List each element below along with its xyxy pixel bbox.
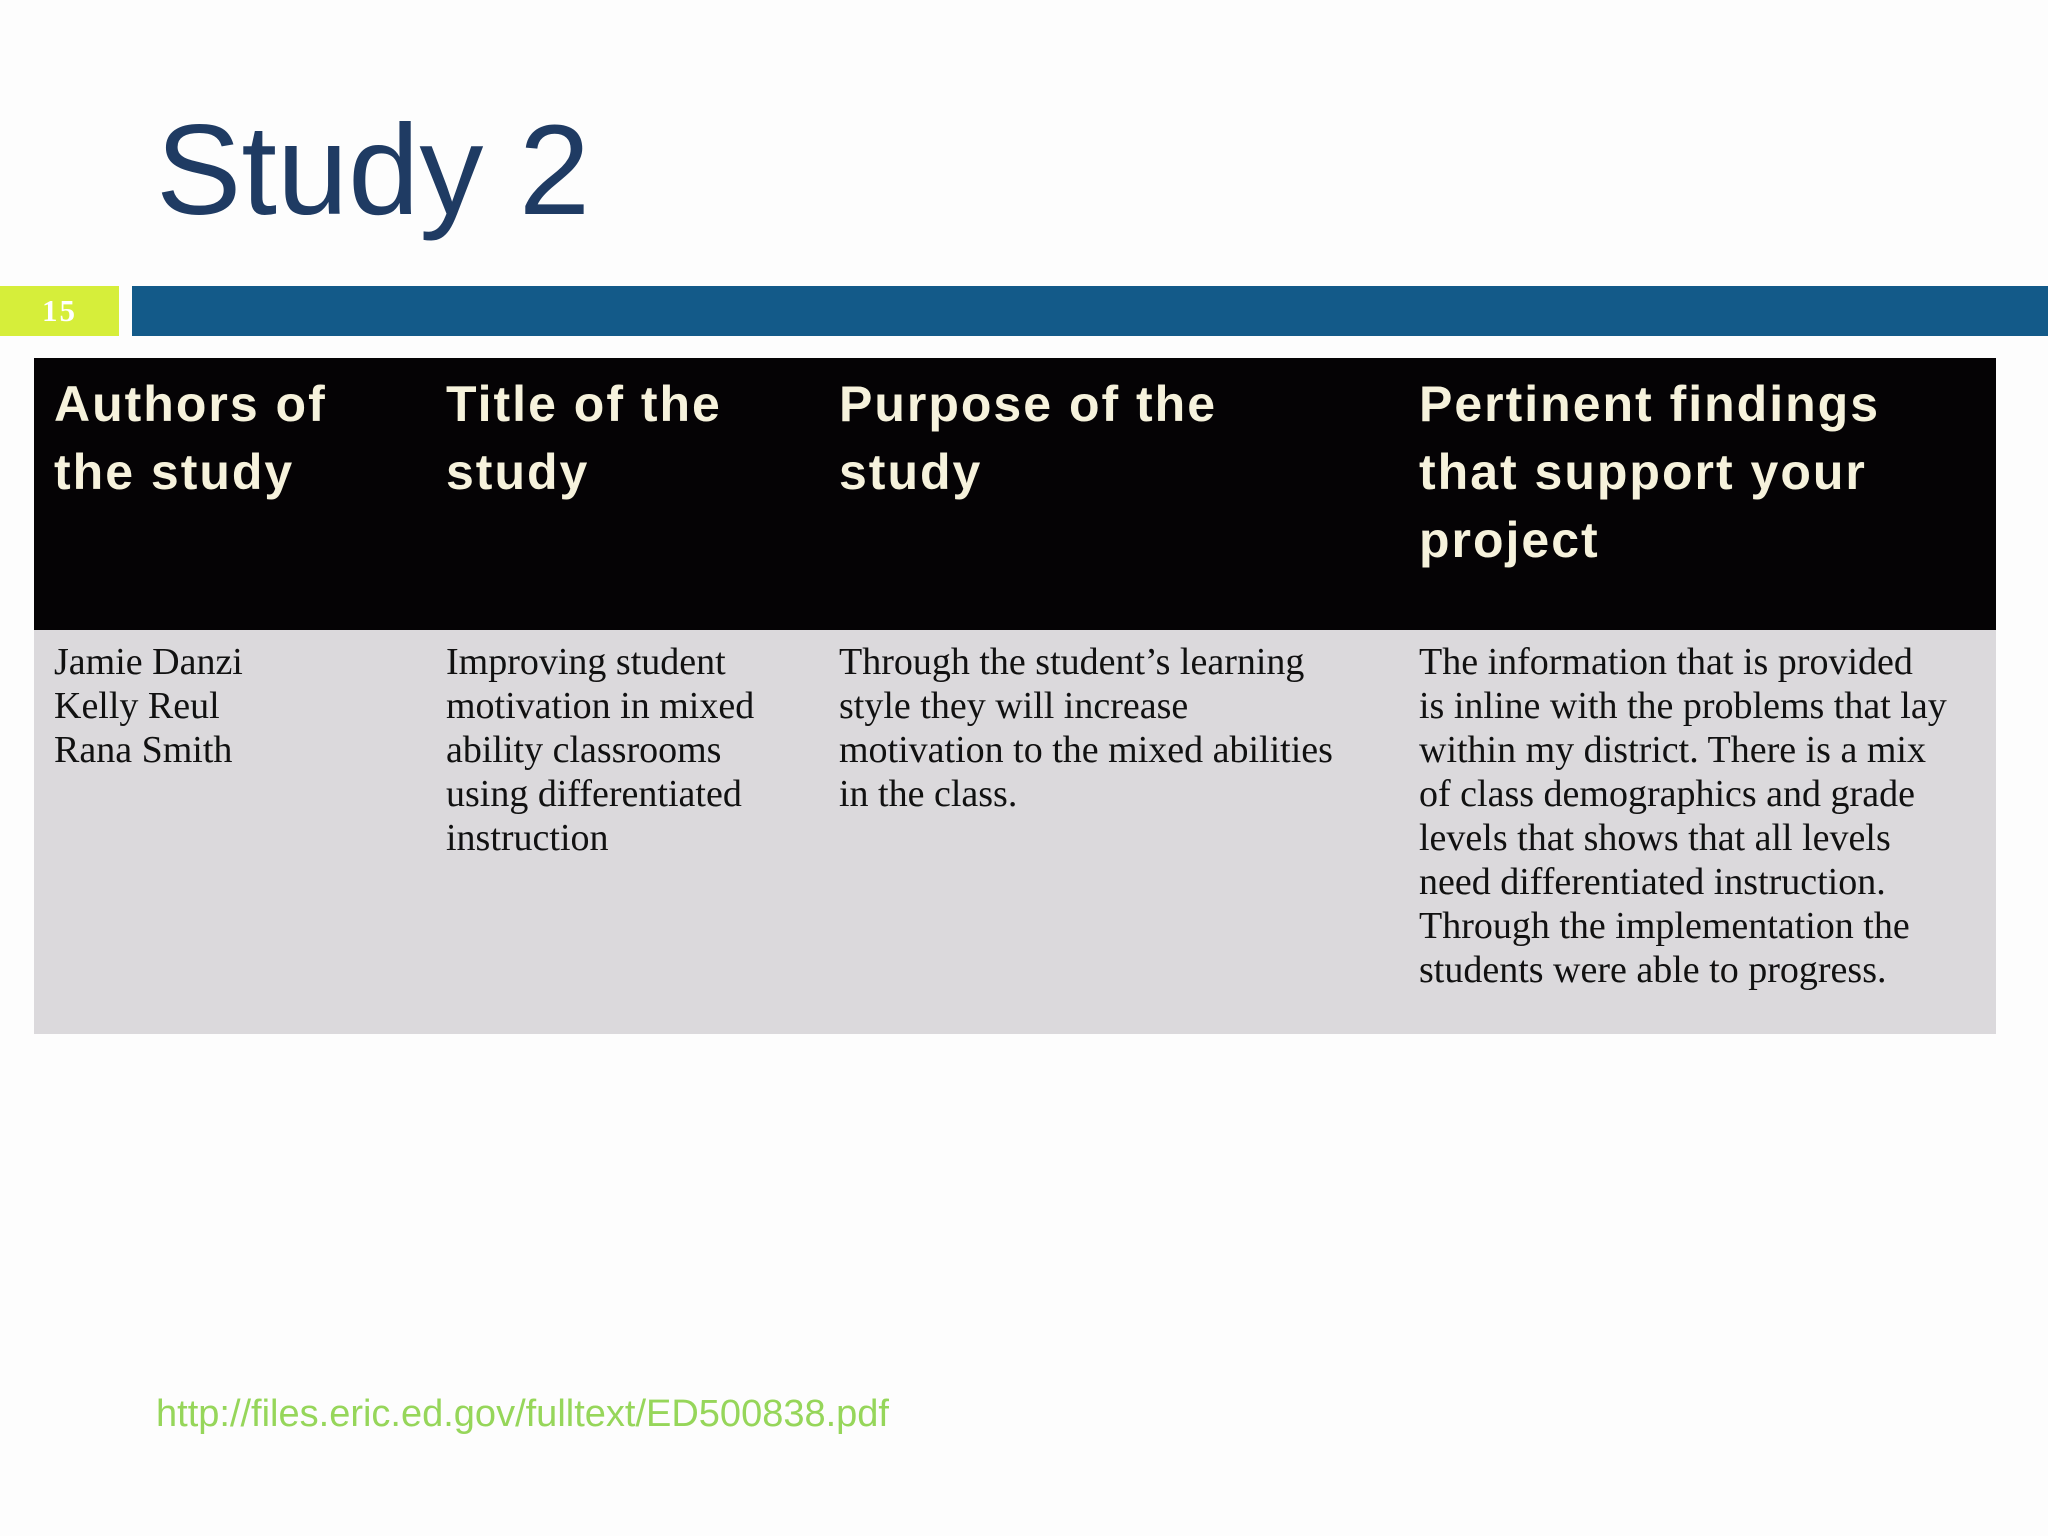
slide-title: Study 2 — [156, 99, 591, 242]
cell-line: Improving student — [446, 641, 726, 683]
cell-line: motivation to the mixed abilities — [839, 729, 1333, 771]
cell-line: style they will increase — [839, 685, 1189, 727]
cell-line: Through the student’s learning — [839, 641, 1305, 683]
title-divider-bar — [132, 286, 2048, 336]
cell-line: is inline with the problems that lay — [1419, 685, 1947, 727]
cell-purpose — [819, 630, 1399, 1034]
cell-line: motivation in mixed — [446, 685, 755, 727]
header-findings — [1399, 358, 1996, 630]
cell-title — [426, 630, 819, 1034]
header-line: study — [839, 444, 983, 500]
source-link[interactable]: http://files.eric.ed.gov/fulltext/ED500838.pdf — [156, 1393, 889, 1435]
cell-line: using differentiated — [446, 773, 742, 815]
header-title — [426, 358, 819, 630]
cell-line: ability classrooms — [446, 729, 722, 771]
header-line: study — [446, 444, 590, 500]
cell-findings — [1399, 630, 1996, 1034]
cell-authors — [34, 630, 426, 1034]
header-authors — [34, 358, 426, 630]
cell-line: need differentiated instruction. — [1419, 861, 1886, 903]
author-name: Jamie Danzi — [54, 641, 243, 683]
header-line: Title of the — [446, 376, 722, 432]
header-line: project — [1419, 512, 1600, 568]
header-line: Authors of — [54, 376, 327, 432]
author-name: Kelly Reul — [54, 685, 220, 727]
table-header-row — [34, 358, 1996, 630]
study-table — [34, 358, 1996, 1034]
header-line: Purpose of the — [839, 376, 1218, 432]
header-line: that support your — [1419, 444, 1867, 500]
cell-line: in the class. — [839, 773, 1018, 815]
cell-line: of class demographics and grade — [1419, 773, 1915, 815]
cell-line: levels that shows that all levels — [1419, 817, 1891, 859]
header-line: the study — [54, 444, 295, 500]
author-name: Rana Smith — [54, 729, 233, 771]
table-header — [34, 358, 1996, 630]
cell-line: The information that is provided — [1419, 641, 1913, 683]
header-purpose — [819, 358, 1399, 630]
cell-line: students were able to progress. — [1419, 949, 1887, 991]
slide-number-badge: 15 — [0, 286, 119, 336]
cell-line: Through the implementation the — [1419, 905, 1910, 947]
cell-line: within my district. There is a mix — [1419, 729, 1926, 771]
header-line: Pertinent findings — [1419, 376, 1880, 432]
table-row — [34, 630, 1996, 1034]
cell-line: instruction — [446, 817, 609, 859]
